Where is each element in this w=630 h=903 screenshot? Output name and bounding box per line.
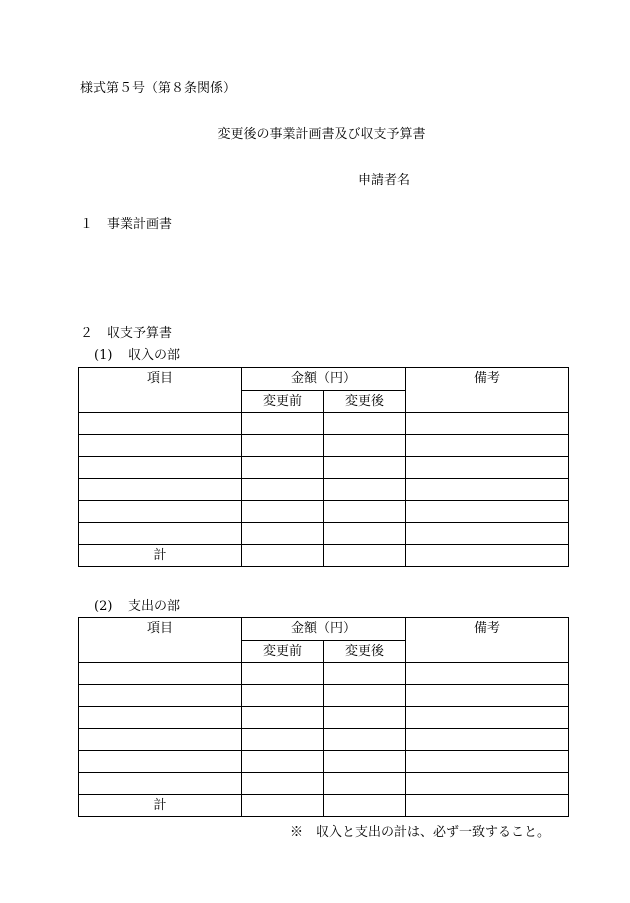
after-cell[interactable] (324, 501, 406, 523)
remarks-cell[interactable] (406, 413, 569, 435)
remarks-cell[interactable] (406, 663, 569, 685)
remarks-cell[interactable] (406, 795, 569, 817)
section-business-plan-heading (80, 217, 172, 233)
item-cell[interactable] (79, 707, 242, 729)
item-cell[interactable] (79, 413, 242, 435)
after-change-header: 変更後 (324, 390, 406, 413)
before-cell[interactable] (242, 435, 324, 457)
remarks-cell[interactable] (406, 545, 569, 567)
item-cell[interactable] (79, 773, 242, 795)
table-row (79, 523, 569, 545)
item-cell[interactable] (79, 435, 242, 457)
section-title: 事業計画書 (107, 217, 173, 232)
applicant-name-label: 申請者名 (358, 173, 411, 188)
item-cell[interactable] (79, 479, 242, 501)
before-total-cell[interactable] (242, 795, 324, 817)
remarks-header: 備考 (406, 618, 569, 663)
after-change-header: 変更後 (324, 640, 406, 663)
document-title: 変更後の事業計画書及び収支予算書 (217, 127, 426, 142)
remarks-cell[interactable] (406, 501, 569, 523)
item-cell[interactable] (79, 523, 242, 545)
item-cell[interactable] (79, 729, 242, 751)
before-cell[interactable] (242, 729, 324, 751)
table-header-row (79, 368, 569, 391)
remarks-cell[interactable] (406, 729, 569, 751)
remarks-cell[interactable] (406, 457, 569, 479)
item-header: 項目 (79, 368, 242, 413)
table-row (79, 729, 569, 751)
after-cell[interactable] (324, 729, 406, 751)
item-cell[interactable] (79, 457, 242, 479)
remarks-header: 備考 (406, 368, 569, 413)
after-cell[interactable] (324, 663, 406, 685)
table-row (79, 685, 569, 707)
subsection-title: 収入の部 (128, 348, 181, 363)
section-number: １ (80, 217, 94, 232)
after-cell[interactable] (324, 457, 406, 479)
before-cell[interactable] (242, 479, 324, 501)
amount-header: 金額（円） (242, 618, 406, 641)
total-label: 計 (79, 795, 242, 817)
remarks-cell[interactable] (406, 773, 569, 795)
table-row (79, 707, 569, 729)
item-cell[interactable] (79, 751, 242, 773)
subsection-number: (2) (94, 599, 113, 614)
before-cell[interactable] (242, 707, 324, 729)
total-row (79, 795, 569, 817)
after-cell[interactable] (324, 751, 406, 773)
table-row (79, 663, 569, 685)
table-row (79, 479, 569, 501)
item-cell[interactable] (79, 685, 242, 707)
after-total-cell[interactable] (324, 795, 406, 817)
before-cell[interactable] (242, 457, 324, 479)
table-row (79, 413, 569, 435)
remarks-cell[interactable] (406, 707, 569, 729)
income-subsection-heading (94, 348, 180, 364)
after-cell[interactable] (324, 435, 406, 457)
after-cell[interactable] (324, 707, 406, 729)
item-cell[interactable] (79, 501, 242, 523)
remarks-cell[interactable] (406, 685, 569, 707)
item-cell[interactable] (79, 663, 242, 685)
before-change-header: 変更前 (242, 640, 324, 663)
remarks-cell[interactable] (406, 479, 569, 501)
before-cell[interactable] (242, 663, 324, 685)
after-total-cell[interactable] (324, 545, 406, 567)
total-label: 計 (79, 545, 242, 567)
before-cell[interactable] (242, 685, 324, 707)
after-cell[interactable] (324, 523, 406, 545)
before-cell[interactable] (242, 413, 324, 435)
table-row (79, 435, 569, 457)
before-change-header: 変更前 (242, 390, 324, 413)
section-title: 収支予算書 (107, 326, 173, 341)
remarks-cell[interactable] (406, 435, 569, 457)
form-number: 様式第５号（第８条関係） (80, 81, 237, 96)
subsection-number: (1) (94, 348, 113, 363)
footnote: ※ 収入と支出の計は、必ず一致すること。 (290, 825, 551, 840)
table-row (79, 773, 569, 795)
table-header-row (79, 618, 569, 641)
after-cell[interactable] (324, 685, 406, 707)
before-total-cell[interactable] (242, 545, 324, 567)
subsection-title: 支出の部 (128, 599, 181, 614)
expense-subsection-heading (94, 599, 180, 615)
remarks-cell[interactable] (406, 523, 569, 545)
item-header: 項目 (79, 618, 242, 663)
section-budget-heading (80, 326, 172, 342)
table-row (79, 501, 569, 523)
table-row (79, 751, 569, 773)
amount-header: 金額（円） (242, 368, 406, 391)
income-table (78, 367, 569, 567)
after-cell[interactable] (324, 479, 406, 501)
total-row (79, 545, 569, 567)
expense-table (78, 617, 569, 817)
before-cell[interactable] (242, 751, 324, 773)
section-number: ２ (80, 326, 94, 341)
before-cell[interactable] (242, 501, 324, 523)
table-row (79, 457, 569, 479)
before-cell[interactable] (242, 773, 324, 795)
after-cell[interactable] (324, 413, 406, 435)
after-cell[interactable] (324, 773, 406, 795)
before-cell[interactable] (242, 523, 324, 545)
remarks-cell[interactable] (406, 751, 569, 773)
